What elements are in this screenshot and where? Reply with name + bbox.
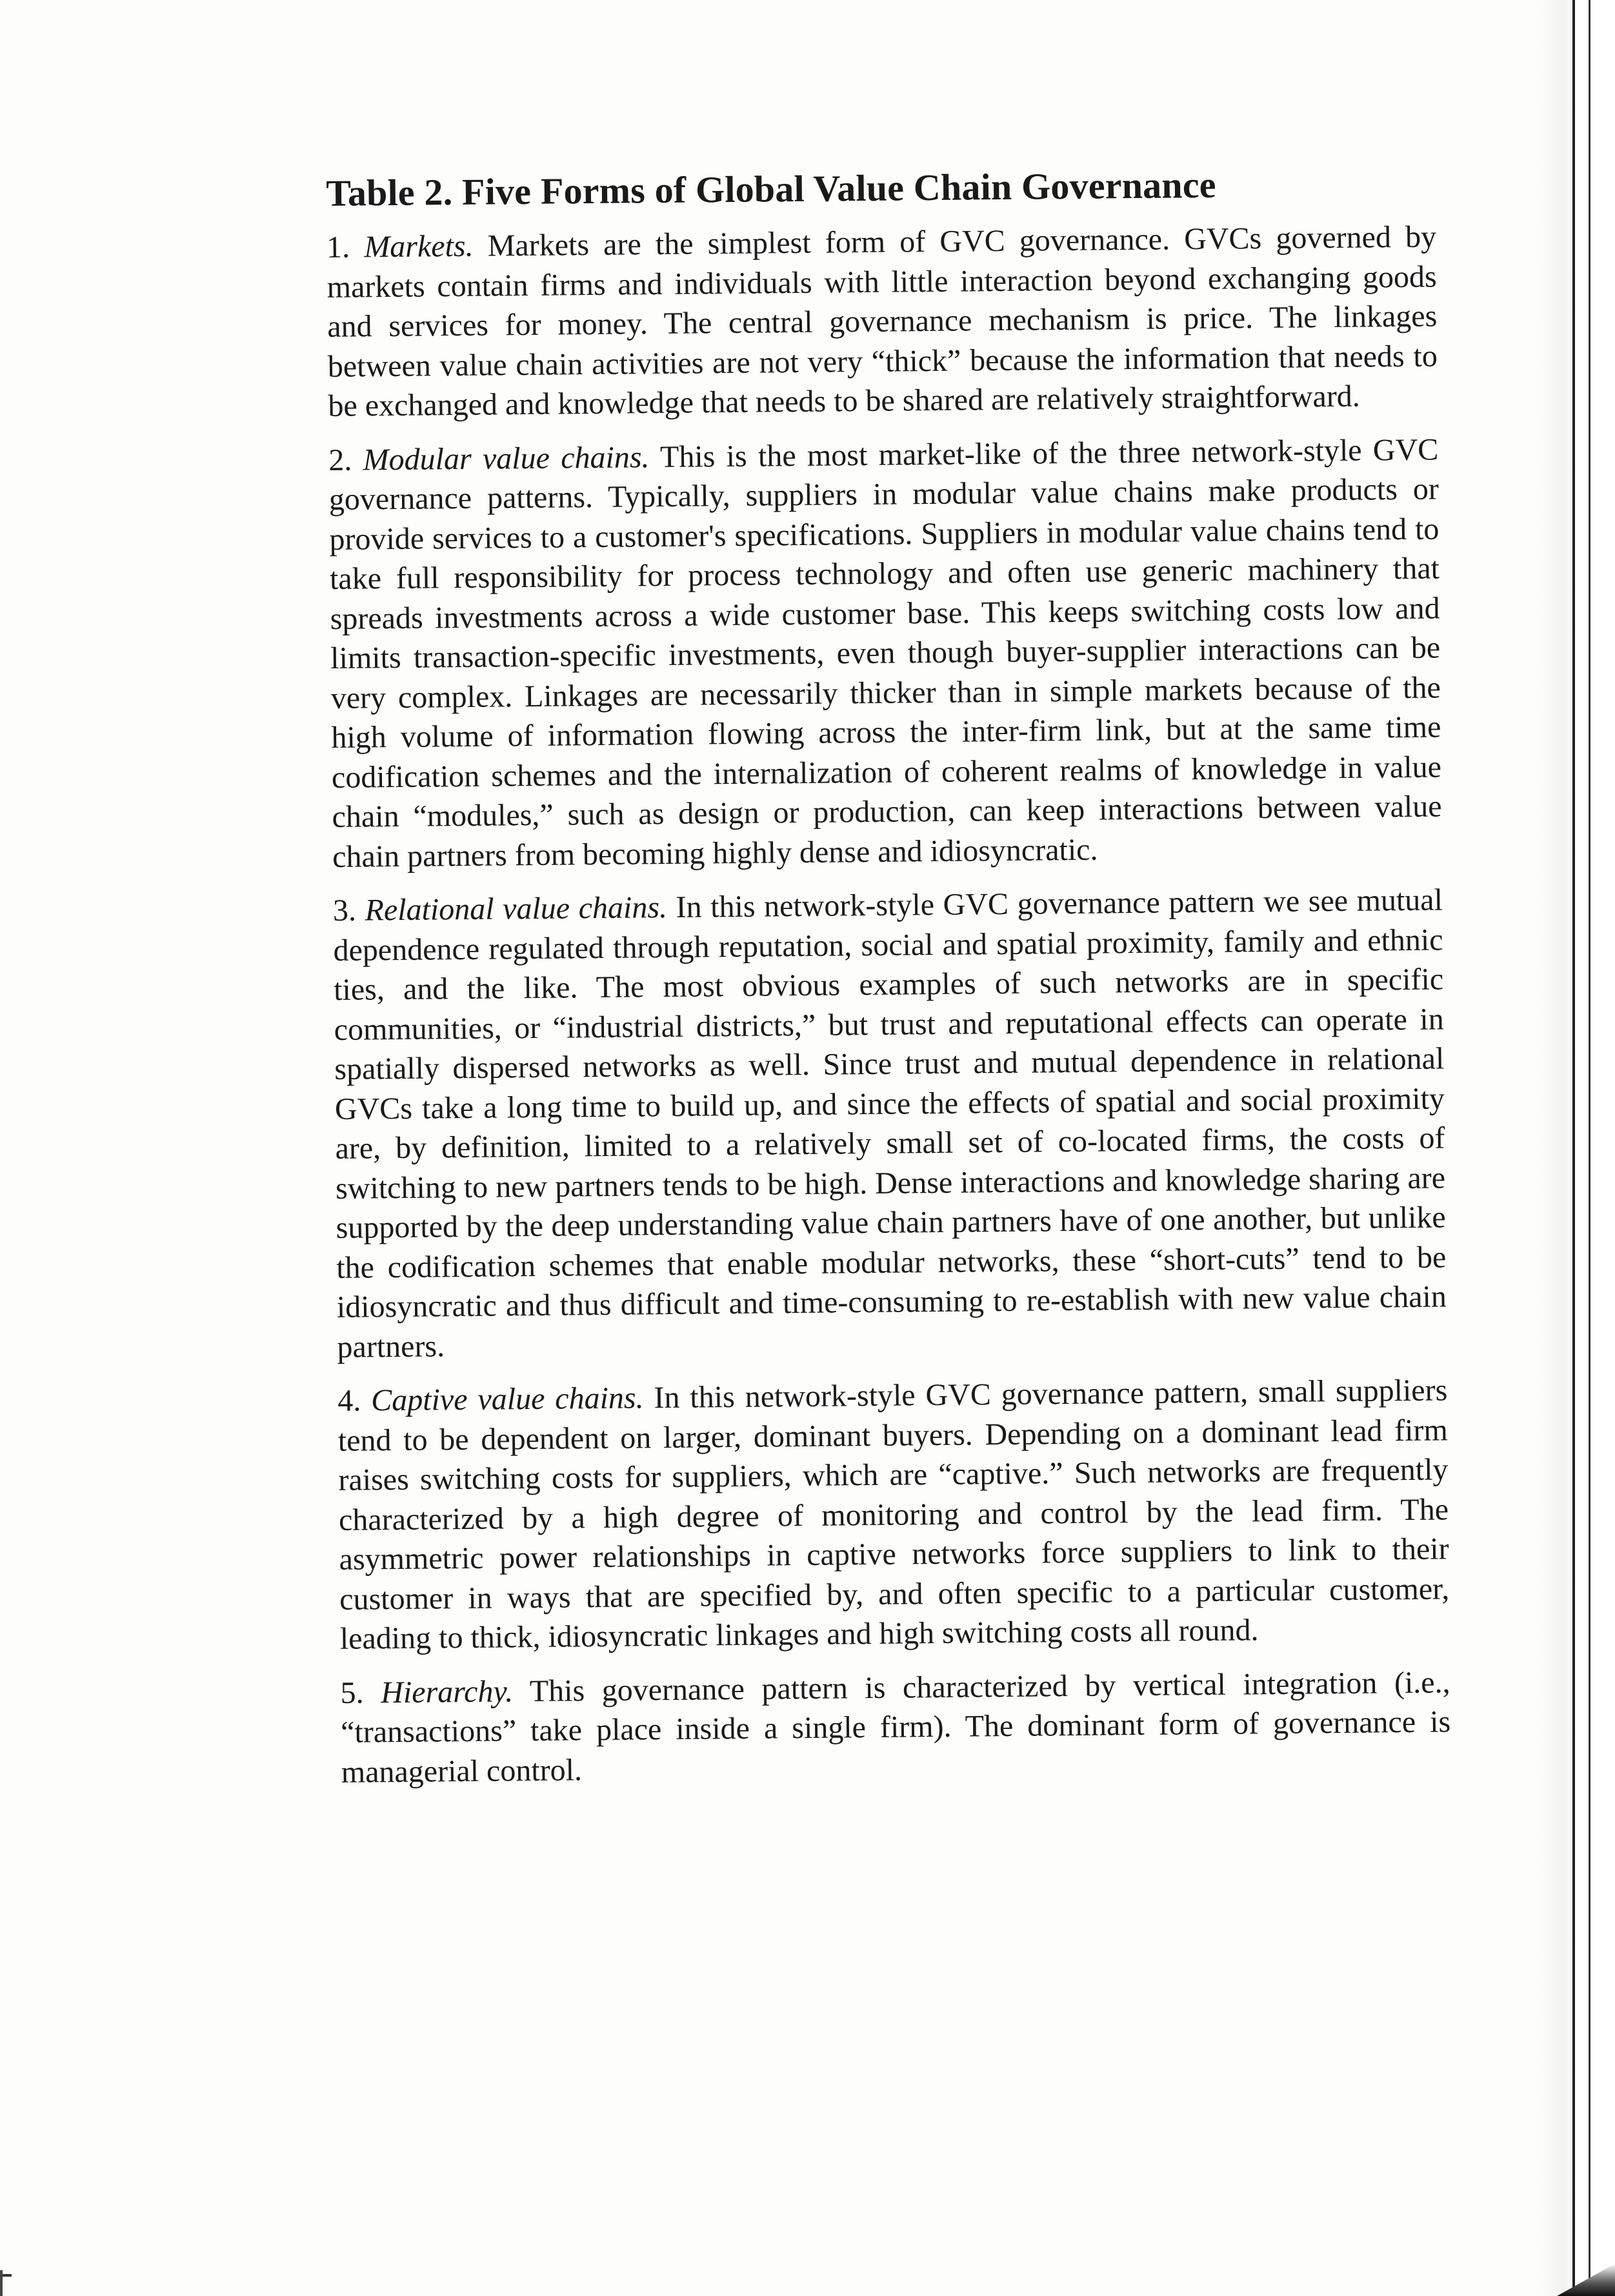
entry-text: Markets are the simplest form of GVC governance. GVCs governed by markets contain firms and individuals with little interaction beyond exchanging goods and services for money. The central governance mechanism is price. The linkages between value chain activities are not very “thick” because the information that needs to be exchanged and knowledge that needs to be shared are relatively straightforward. [326, 219, 1438, 423]
entry-term: Hierarchy. [380, 1673, 514, 1710]
entry-number: 4. [337, 1383, 361, 1418]
scan-edge-mark [0, 2270, 3, 2296]
governance-entry-hierarchy [340, 1662, 1451, 1792]
entry-term: Captive value chains. [370, 1381, 644, 1418]
governance-entry-captive [337, 1370, 1450, 1659]
entry-number: 2. [328, 443, 352, 477]
entry-number: 3. [332, 893, 357, 928]
entry-text: This is the most market-like of the three network-style GVC governance patterns. Typically, suppliers in modular value chains make products or provide services to a customer's specifications. Suppliers in modular value chains tend to take full responsibility for process technology and often use generic machinery that spreads investments across a wide customer base. This keeps switching costs low and limits transaction-specific investments, even though buyer-supplier interactions can be very complex. Linkages are necessarily thicker than in simple markets because of the high volume of information flowing across the inter-firm link, but at the same time codification schemes and the internalization of coherent realms of knowledge in value chain “modules,” such as design or production, can keep interactions between value chain partners from becoming highly dense and idiosyncratic. [328, 432, 1442, 874]
table-title: Table 2. Five Forms of Global Value Chain Governance [326, 163, 1216, 214]
governance-entry-modular [328, 430, 1442, 877]
entry-text: In this network-style GVC governance pattern we see mutual dependence regulated through reputation, social and spatial proximity, family and ethnic ties, and the like. The most obvious examples of such networks are in specific communities, or “industrial districts,” but trust and reputational effects can operate in spatially dispersed networks as well. Since trust and mutual dependence in relational GVCs take a long time to build up, and since the effects of spatial and social proximity are, by definition, limited to a relatively small set of co-located firms, the costs of switching to new partners tends to be high. Dense interactions and knowledge sharing are supported by the deep understanding value chain partners have of one another, but unlike the codification schemes that enable modular networks, these “short-cuts” tend to be idiosyncratic and thus difficult and time-consuming to re-establish with new value chain partners. [333, 883, 1447, 1364]
book-binding-edge [1538, 0, 1615, 2296]
entry-number: 5. [340, 1675, 364, 1710]
governance-entry-relational [333, 880, 1447, 1366]
entry-text: This governance pattern is characterized by vertical integration (i.e., “transactions” take place inside a single firm). The dominant form of governance is managerial control. [340, 1664, 1451, 1790]
entry-number: 1. [326, 230, 350, 265]
governance-entry-markets [326, 217, 1438, 426]
table-content [326, 160, 1451, 1806]
binding-shadow-line [1572, 0, 1575, 2296]
entry-text: In this network-style GVC governance pattern, small suppliers tend to be dependent on larger, dominant buyers. Depending on a dominant lead firm raises switching costs for suppliers, which are “captive.” Such networks are frequently characterized by a high degree of monitoring and control by the lead firm. The asymmetric power relationships in captive networks force suppliers to link to their customer in ways that are specified by, and often specific to a particular customer, leading to thick, idiosyncratic linkages and high switching costs all round. [337, 1373, 1450, 1656]
entry-term: Relational value chains. [365, 890, 668, 928]
entry-term: Markets. [364, 228, 474, 265]
binding-shadow-line [1589, 0, 1590, 2296]
entry-term: Modular value chains. [363, 439, 650, 477]
